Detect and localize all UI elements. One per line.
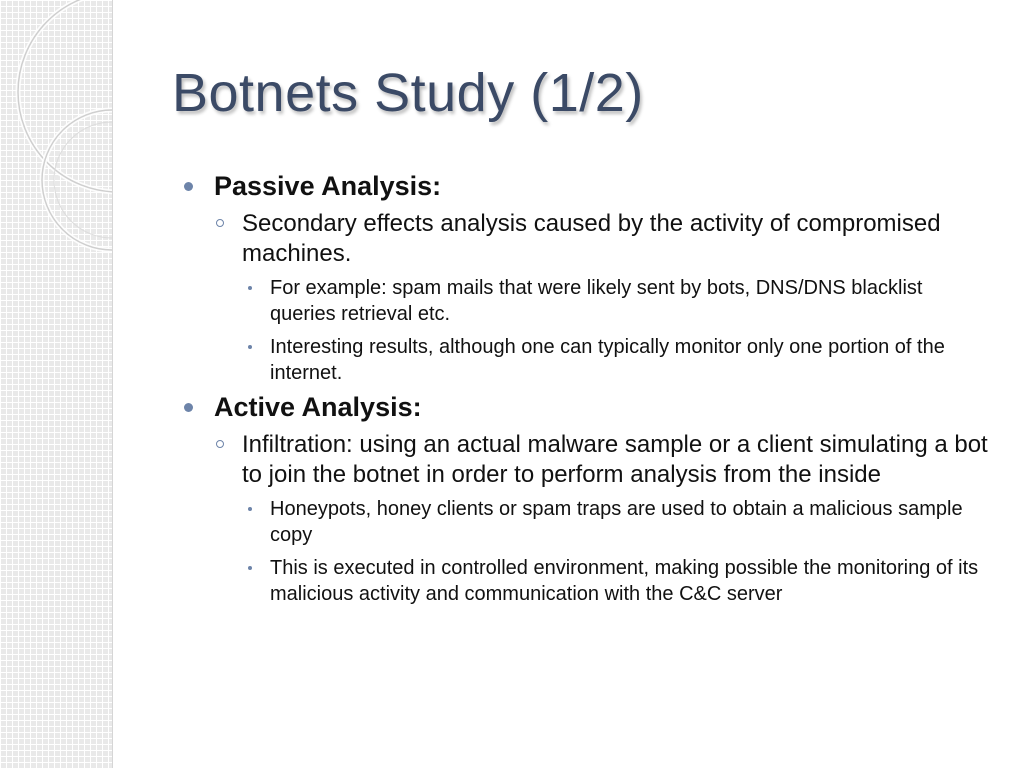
small-dot-bullet-icon <box>248 286 252 290</box>
small-dot-bullet-icon <box>248 345 252 349</box>
sub-bullet-text: Infiltration: using an actual malware sample or a client simulating a bot to join the botnet in order to perform analysis from the inside <box>242 431 988 488</box>
bullet-active-analysis <box>172 390 992 607</box>
detail-bullet-text: Interesting results, although one can typically monitor only one portion of the internet. <box>270 336 945 384</box>
bullet-heading: Active Analysis: <box>214 392 422 422</box>
detail-bullet-text: This is executed in controlled environment, making possible the monitoring of its malicious activity and communication with the C&C server <box>270 557 979 605</box>
filled-circle-bullet-icon <box>184 403 193 412</box>
hollow-circle-bullet-icon <box>216 440 224 448</box>
side-decoration-panel <box>0 0 113 768</box>
slide-content <box>172 165 992 607</box>
decorative-circles <box>0 0 113 300</box>
detail-bullet-honeypots <box>242 496 992 548</box>
small-dot-bullet-icon <box>248 566 252 570</box>
detail-bullet-example <box>242 275 992 327</box>
sub-bullet-secondary-effects <box>214 209 992 386</box>
slide-title: Botnets Study (1/2) <box>172 63 644 123</box>
small-dot-bullet-icon <box>248 507 252 511</box>
hollow-circle-bullet-icon <box>216 219 224 227</box>
detail-bullet-controlled-environment <box>242 555 992 607</box>
detail-bullet-text: Honeypots, honey clients or spam traps are used to obtain a malicious sample copy <box>270 498 963 546</box>
bullet-passive-analysis <box>172 169 992 386</box>
bullet-heading: Passive Analysis: <box>214 171 442 201</box>
detail-bullet-results <box>242 334 992 386</box>
filled-circle-bullet-icon <box>184 182 193 191</box>
sub-bullet-infiltration <box>214 430 992 607</box>
sub-bullet-text: Secondary effects analysis caused by the activity of compromised machines. <box>242 210 941 267</box>
bullet-list <box>172 169 992 607</box>
detail-bullet-text: For example: spam mails that were likely sent by bots, DNS/DNS blacklist queries retrieval etc. <box>270 277 923 325</box>
